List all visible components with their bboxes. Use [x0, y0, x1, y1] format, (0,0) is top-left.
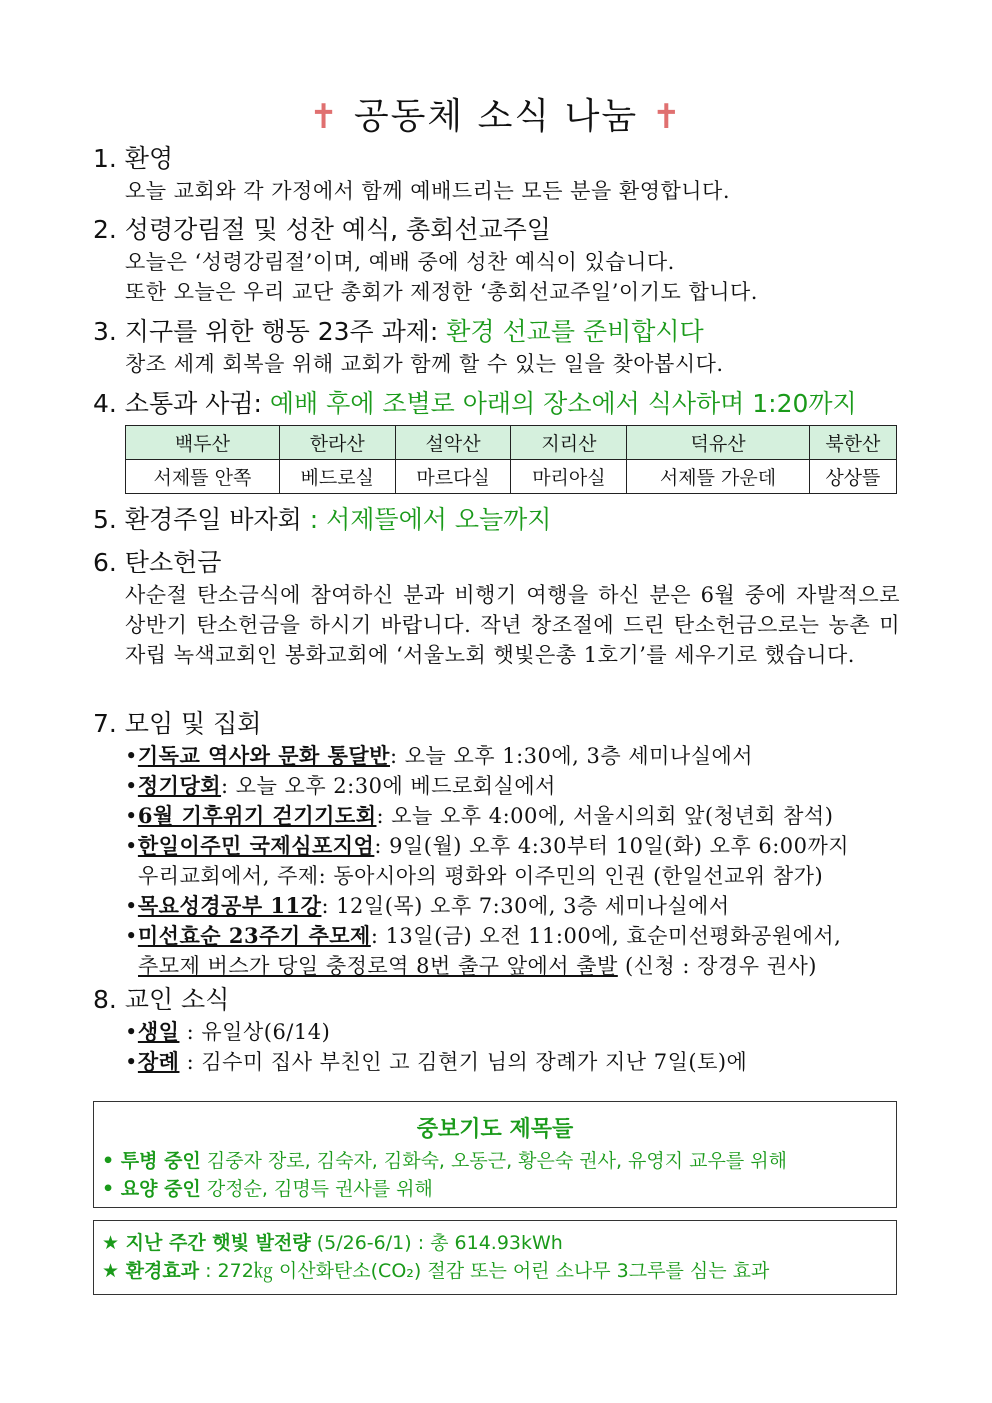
list-item: •생일 : 유일상(6/14)	[125, 1019, 331, 1044]
section-heading: 8. 교인 소식	[93, 985, 230, 1014]
list-item: •한일이주민 국제심포지엄: 9일(월) 오후 4:30부터 10일(화) 오후 6:00까지	[125, 833, 850, 858]
section-text: 또한 오늘은 우리 교단 총회가 제정한 ‘총회선교주일’이기도 합니다.	[125, 280, 758, 304]
table-cell: 상상뜰	[809, 460, 896, 494]
cross-icon: ✝	[309, 97, 340, 137]
table-cell: 설악산	[395, 426, 511, 460]
section-carbon-offering	[93, 546, 903, 670]
table-cell: 서제뜰 가운데	[627, 460, 809, 494]
section-heading-highlight: 예배 후에 조별로 아래의 장소에서 식사하며 1:20까지	[269, 389, 857, 418]
page-title	[0, 88, 992, 139]
prayer-item: • 투병 중인 김중자 장로, 김숙자, 김화숙, 오동근, 황은숙 권사, 유영지 교우를 위해	[102, 1150, 787, 1172]
section-heading: 7. 모임 및 집회	[93, 709, 262, 738]
section-member-news	[93, 983, 903, 1077]
table-cell: 서제뜰 안쪽	[126, 460, 280, 494]
table-cell: 베드로실	[279, 460, 395, 494]
prayer-title: 중보기도 제목들	[416, 1117, 574, 1142]
table-row	[126, 426, 897, 460]
section-earth-action	[93, 315, 903, 379]
list-item: •목요성경공부 11강: 12일(목) 오후 7:30에, 3층 세미나실에서	[125, 893, 730, 918]
table-cell: 지리산	[511, 426, 627, 460]
section-heading: 3. 지구를 위한 행동 23주 과제: 환경 선교를 준비합시다	[93, 317, 704, 346]
section-meetings	[93, 707, 903, 981]
prayer-box	[93, 1101, 897, 1208]
page-title-text: 공동체 소식 나눔	[353, 96, 639, 137]
table-cell: 마르다실	[395, 460, 511, 494]
section-heading: 2. 성령강림절 및 성찬 예식, 총회선교주일	[93, 215, 551, 244]
solar-line: ★ 지난 주간 햇빛 발전량 (5/26-6/1) : 총 614.93kWh	[102, 1232, 563, 1254]
solar-box	[93, 1220, 897, 1295]
section-paragraph: 사순절 탄소금식에 참여하신 분과 비행기 여행을 하신 분은 6월 중에 자발적으로 상반기 탄소헌금을 하시기 바랍니다. 작년 창조절에 드린 탄소헌금으로는 농촌 미자립 녹색교회인 봉화교회에 ‘서울노회 햇빛은총 1호기’를 세우기로 했습니다.	[125, 583, 900, 667]
list-item: •정기당회: 오늘 오후 2:30에 베드로회실에서	[125, 773, 556, 798]
section-welcome	[93, 142, 903, 206]
section-heading: 4. 소통과 사귐: 예배 후에 조별로 아래의 장소에서 식사하며 1:20까지	[93, 389, 857, 418]
section-fellowship	[93, 387, 903, 494]
section-heading: 5. 환경주일 바자회 : 서제뜰에서 오늘까지	[93, 505, 552, 534]
table-cell: 덕유산	[627, 426, 809, 460]
list-item-continuation: 추모제 버스가 당일 충정로역 8번 출구 앞에서 출발 (신청 : 장경우 권사)	[138, 954, 817, 978]
list-item: •기독교 역사와 문화 통달반: 오늘 오후 1:30에, 3층 세미나실에서	[125, 743, 754, 768]
section-pentecost	[93, 213, 903, 307]
section-heading-highlight: : 서제뜰에서 오늘까지	[309, 505, 552, 534]
table-cell: 한라산	[279, 426, 395, 460]
cross-icon: ✝	[652, 97, 683, 137]
table-row	[126, 460, 897, 494]
places-table	[125, 425, 897, 494]
section-bazaar	[93, 503, 903, 537]
section-heading: 6. 탄소헌금	[93, 548, 222, 577]
section-text: 오늘은 ‘성령강림절’이며, 예배 중에 성찬 예식이 있습니다.	[125, 250, 675, 274]
prayer-item: • 요양 중인 강정순, 김명득 권사를 위해	[102, 1178, 433, 1200]
table-cell: 백두산	[126, 426, 280, 460]
table-cell: 북한산	[809, 426, 896, 460]
table-cell: 마리아실	[511, 460, 627, 494]
section-text: 오늘 교회와 각 가정에서 함께 예배드리는 모든 분을 환영합니다.	[125, 179, 731, 203]
list-item: •장례 : 김수미 집사 부친인 고 김현기 님의 장례가 지난 7일(토)에	[125, 1049, 748, 1074]
section-text: 창조 세계 회복을 위해 교회가 함께 할 수 있는 일을 찾아봅시다.	[125, 352, 724, 376]
list-item-continuation: 우리교회에서, 주제: 동아시아의 평화와 이주민의 인권 (한일선교위 참가)	[138, 864, 824, 888]
section-heading-highlight: 환경 선교를 준비합시다	[446, 317, 704, 346]
list-item: •미선효순 23주기 추모제: 13일(금) 오전 11:00에, 효순미선평화공원에서,	[125, 923, 842, 948]
section-heading: 1. 환영	[93, 144, 174, 173]
list-item: •6월 기후위기 걷기기도회: 오늘 오후 4:00에, 서울시의회 앞(청년회 참석)	[125, 803, 834, 828]
solar-line: ★ 환경효과 : 272㎏ 이산화탄소(CO₂) 절감 또는 어린 소나무 3그루를 심는 효과	[102, 1260, 770, 1282]
